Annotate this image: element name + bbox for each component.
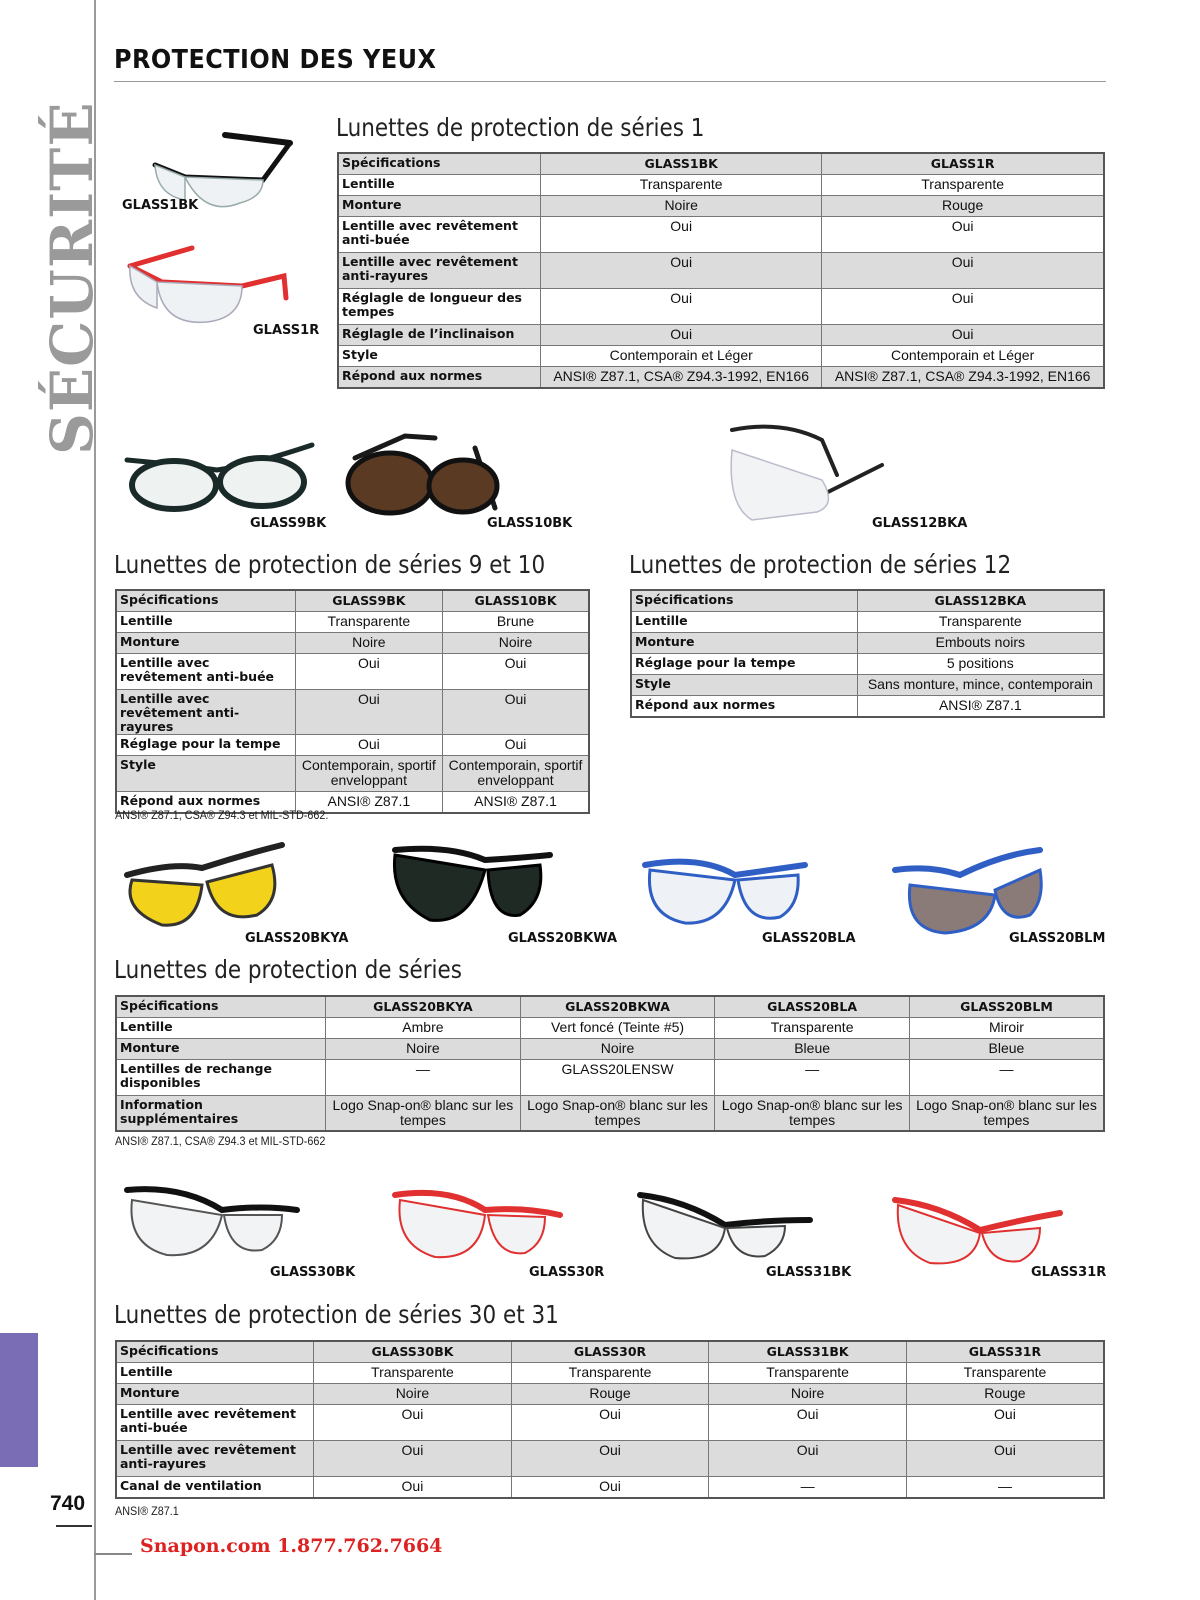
caption-glass10bk: GLASS10BK (487, 516, 573, 531)
caption-glass20blm: GLASS20BLM (1009, 931, 1106, 946)
section-title-series30-31: Lunettes de protection de séries 30 et 31 (114, 1300, 559, 1329)
table-header-row: Spécifications GLASS1BK GLASS1R (338, 153, 1104, 174)
section-tab (0, 1333, 38, 1467)
table-row: Monture Noire Rouge Noire Rouge (116, 1383, 1104, 1404)
table-row: Répond aux normes ANSI® Z87.1, CSA® Z94.3-1992, EN166 ANSI® Z87.1, CSA® Z94.3-1992, EN166 (338, 366, 1104, 388)
caption-glass31bk: GLASS31BK (766, 1265, 852, 1280)
standards-note-series30-31: ANSI® Z87.1 (115, 1504, 179, 1518)
table-row: Monture Noire Rouge (338, 195, 1104, 216)
table-header-row: Spécifications GLASS9BK GLASS10BK (116, 590, 589, 611)
glasses-image-glass30r (390, 1185, 565, 1270)
footer-contact: Snapon.com 1.877.762.7664 (140, 1535, 443, 1557)
glasses-image-glass12bka (722, 420, 892, 530)
table-row: Monture Noire Noire Bleue Bleue (116, 1038, 1104, 1059)
glasses-image-glass9bk (122, 440, 322, 515)
table-row: Lentille avec revêtement anti-rayures Oui Oui (338, 252, 1104, 288)
glasses-image-glass20bkwa (390, 840, 555, 935)
table-row: Lentille avec revêtement anti-rayures Oui Oui (116, 689, 589, 734)
glasses-image-glass20bkya (122, 840, 287, 935)
section-title-series12: Lunettes de protection de séries 12 (629, 550, 1012, 579)
section-title-series1: Lunettes de protection de séries 1 (336, 113, 705, 142)
table-row: Monture Noire Noire (116, 632, 589, 653)
table-row: Lentille avec revêtement anti-buée Oui Oui Oui Oui (116, 1404, 1104, 1440)
caption-glass20bkya: GLASS20BKYA (245, 931, 349, 946)
table-row: Lentille Ambre Vert foncé (Teinte #5) Transparente Miroir (116, 1017, 1104, 1038)
table-row: Canal de ventilation Oui Oui — — (116, 1476, 1104, 1498)
table-row: Lentille Transparente Transparente Transparente Transparente (116, 1362, 1104, 1383)
table-header-row: Spécifications GLASS20BKYA GLASS20BKWA GLASS20BLA GLASS20BLM (116, 996, 1104, 1017)
caption-glass1r: GLASS1R (253, 323, 320, 338)
table-row: Style Sans monture, mince, contemporain (631, 674, 1104, 695)
table-row: Lentille Transparente Brune (116, 611, 589, 632)
page-number: 740 (50, 1492, 86, 1515)
spec-table-series1 (337, 152, 1105, 389)
footer-rule (94, 1553, 132, 1555)
caption-glass30r: GLASS30R (529, 1265, 605, 1280)
table-row: Réglagle de longueur des tempes Oui Oui (338, 288, 1104, 324)
table-row: Information supplémentaires Logo Snap-on® blanc sur les tempes Logo Snap-on® blanc sur les tempes Logo Snap-on® blanc sur les tempes Logo Snap-on® blanc sur les tempes (116, 1095, 1104, 1131)
spec-table-series9-10 (115, 589, 590, 814)
caption-glass9bk: GLASS9BK (250, 516, 327, 531)
standards-note-series20: ANSI® Z87.1, CSA® Z94.3 et MIL-STD-662 (115, 1134, 326, 1148)
title-rule (114, 81, 1106, 82)
table-row: Monture Embouts noirs (631, 632, 1104, 653)
glasses-image-glass20blm (890, 845, 1050, 940)
section-title-series9-10: Lunettes de protection de séries 9 et 10 (114, 550, 546, 579)
page-number-rule (56, 1525, 92, 1527)
table-header-row: Spécifications GLASS12BKA (631, 590, 1104, 611)
table-row: Lentille avec revêtement anti-buée Oui Oui (338, 216, 1104, 252)
glasses-image-glass20bla (640, 845, 810, 935)
table-row: Réglage pour la tempe 5 positions (631, 653, 1104, 674)
table-row: Lentille Transparente (631, 611, 1104, 632)
glasses-image-glass30bk (122, 1180, 302, 1265)
caption-glass30bk: GLASS30BK (270, 1265, 356, 1280)
standards-note-series9-10: ANSI® Z87.1, CSA® Z94.3 et MIL-STD-662. (115, 808, 329, 822)
table-row: Style Contemporain, sportif enveloppant Contemporain, sportif enveloppant (116, 755, 589, 791)
caption-glass1bk: GLASS1BK (122, 198, 199, 213)
caption-glass12bka: GLASS12BKA (872, 516, 968, 531)
table-row: Lentille Transparente Transparente (338, 174, 1104, 195)
table-row: Réglagle de l’inclinaison Oui Oui (338, 324, 1104, 345)
table-row: Répond aux normes ANSI® Z87.1 ANSI® Z87.1 (116, 791, 589, 813)
glasses-image-glass31r (890, 1195, 1065, 1275)
glasses-image-glass10bk (345, 428, 505, 523)
section-side-label: SÉCURITÉ (38, 101, 106, 455)
table-row: Lentilles de rechange disponibles — GLASS20LENSW — — (116, 1059, 1104, 1095)
caption-glass20bla: GLASS20BLA (762, 931, 856, 946)
glasses-image-glass1r (122, 238, 292, 333)
spec-table-series30-31 (115, 1340, 1105, 1499)
table-row: Réglage pour la tempe Oui Oui (116, 734, 589, 755)
caption-glass31r: GLASS31R (1031, 1265, 1107, 1280)
table-row: Lentille avec revêtement anti-buée Oui Oui (116, 653, 589, 689)
page-title: PROTECTION DES YEUX (114, 45, 437, 75)
table-header-row: Spécifications GLASS30BK GLASS30R GLASS31BK GLASS31R (116, 1341, 1104, 1362)
table-row: Répond aux normes ANSI® Z87.1 (631, 695, 1104, 717)
caption-glass20bkwa: GLASS20BKWA (508, 931, 618, 946)
table-row: Lentille avec revêtement anti-rayures Oui Oui Oui Oui (116, 1440, 1104, 1476)
section-title-series20: Lunettes de protection de séries (114, 955, 462, 984)
spec-table-series20 (115, 995, 1105, 1132)
table-row: Style Contemporain et Léger Contemporain et Léger (338, 345, 1104, 366)
glasses-image-glass31bk (635, 1190, 815, 1270)
spec-table-series12 (630, 589, 1105, 718)
